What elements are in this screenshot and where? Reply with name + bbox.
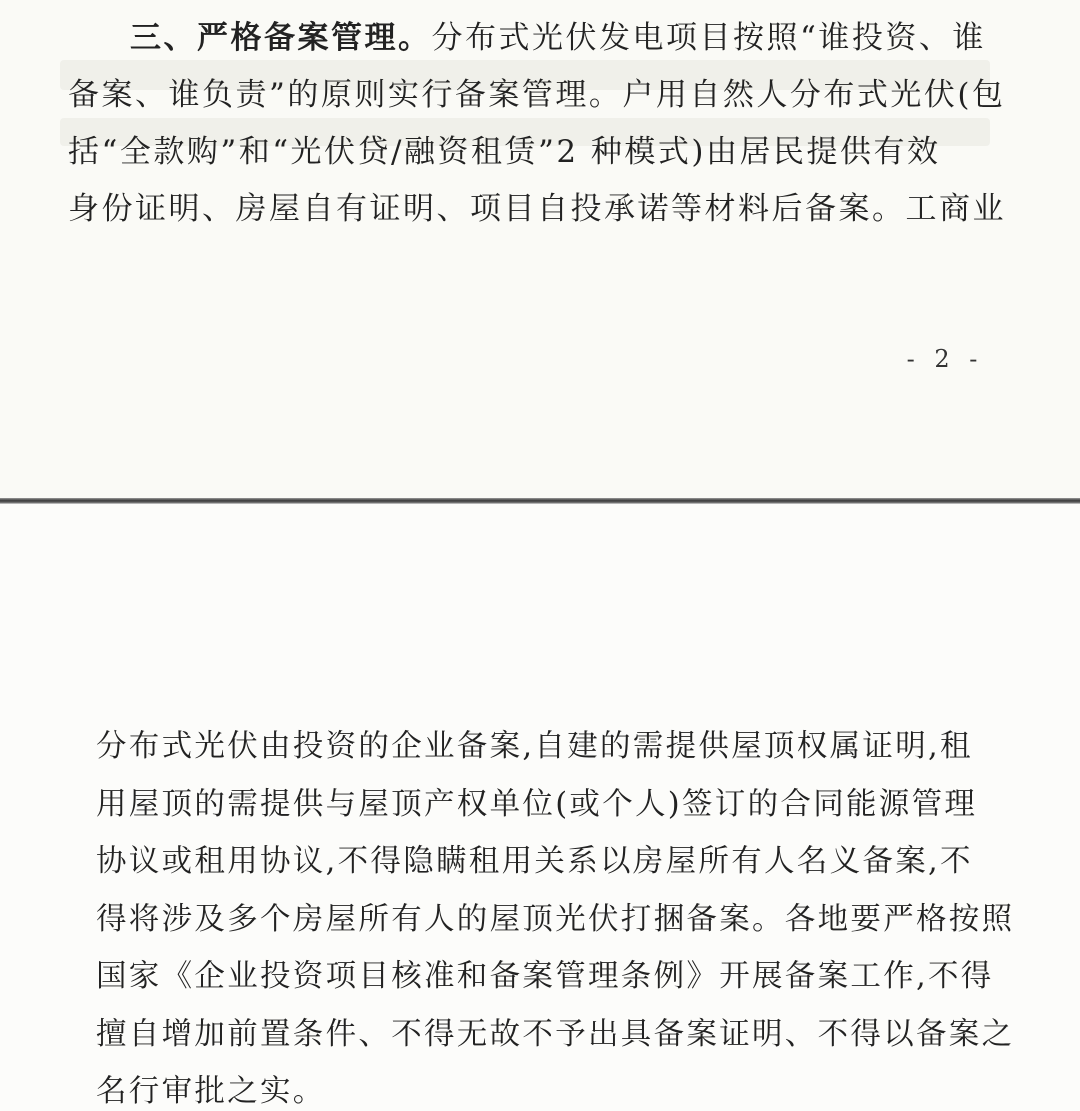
paragraph-line: 得将涉及多个房屋所有人的屋顶光伏打捆备案。各地要严格按照 [96,901,1015,937]
paragraph-line: 分布式光伏由投资的企业备案,自建的需提供屋顶权属证明,租 [96,729,973,764]
paragraph-line: 括“全款购”和“光伏贷/融资租赁”2 种模式)由居民提供有效 [68,134,941,170]
paragraph-line: 协议或租用协议,不得隐瞒租用关系以房屋所有人名义备案,不 [96,844,973,879]
paragraph-line: 国家《企业投资项目核准和备案管理条例》开展备案工作,不得 [96,959,994,994]
paragraph-line: 擅自增加前置条件、不得无故不予出具备案证明、不得以备案之 [96,1016,1015,1052]
page-number: - 2 - [906,345,984,373]
paragraph-line: 身份证明、房屋自有证明、项目自投承诺等材料后备案。工商业 [68,191,1006,227]
line-text: 分布式光伏发电项目按照“谁投资、谁 [431,20,986,56]
paragraph-line: 名行审批之实。 [96,1074,326,1109]
paragraph-line: 备案、谁负责”的原则实行备案管理。户用自然人分布式光伏(包 [68,77,1006,113]
paragraph-line: 用屋顶的需提供与屋顶产权单位(或个人)签订的合同能源管理 [96,786,978,822]
section-heading: 三、严格备案管理。 [130,20,432,56]
bottom-paragraph [96,718,1016,1111]
paragraph-line [68,10,988,67]
top-paragraph [68,10,1006,238]
